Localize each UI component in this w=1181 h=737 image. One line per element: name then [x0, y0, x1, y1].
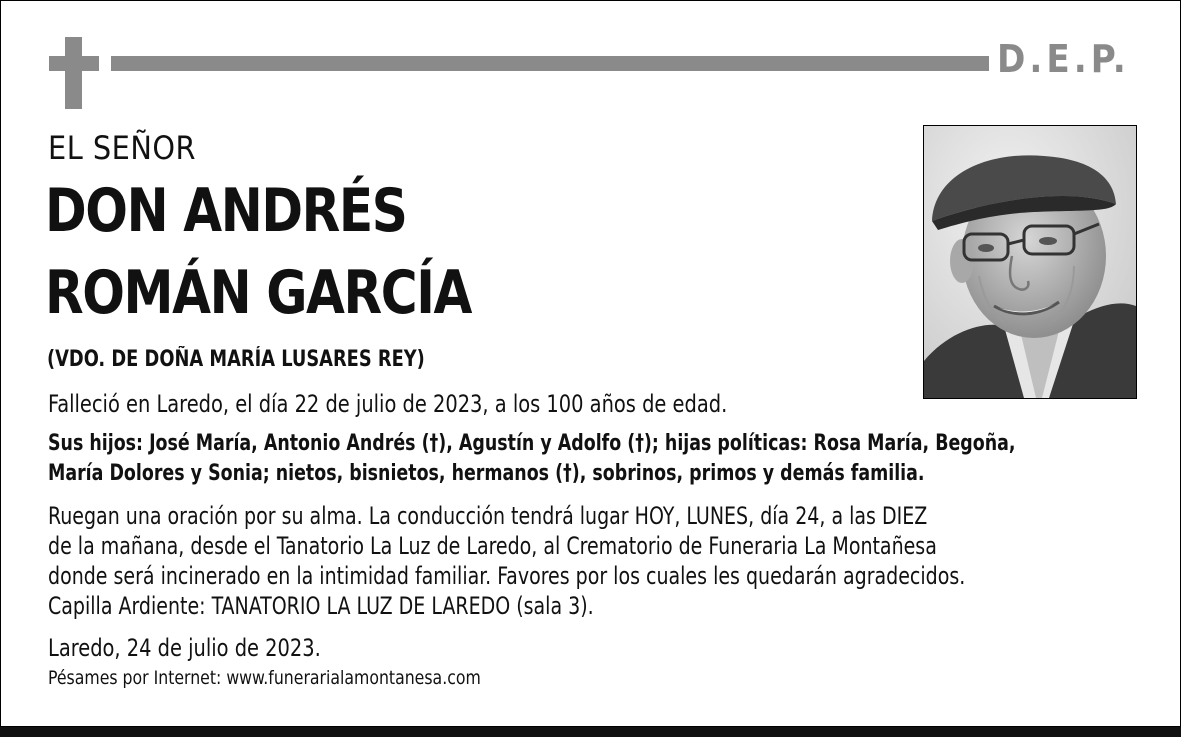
dep-label: D.E.P. — [997, 37, 1130, 81]
family-line: María Dolores y Sonia; nietos, bisnietos, hermanos (†), sobrinos, primos y demás familia. — [48, 461, 925, 486]
service-line: donde será incinerado en la intimidad familiar. Favores por los cuales les quedarán agradecidos. — [48, 562, 966, 590]
death-statement: Falleció en Laredo, el día 22 de julio de 2023, a los 100 años de edad. — [48, 390, 728, 418]
service-line: Capilla Ardiente: TANATORIO LA LUZ DE LAREDO (sala 3). — [48, 592, 594, 620]
service-details — [48, 501, 1130, 621]
header-rule — [111, 56, 989, 71]
family-line: Sus hijos: José María, Antonio Andrés (†), Agustín y Adolfo (†); hijas políticas: Rosa María, Begoña, — [48, 431, 1016, 456]
widower-of: (VDO. DE DOÑA MARÍA LUSARES REY) — [47, 347, 425, 372]
family-list — [48, 429, 1130, 489]
deceased-name-line2: ROMÁN GARCÍA — [45, 258, 471, 328]
service-line: Ruegan una oración por su alma. La conducción tendrá lugar HOY, LUNES, día 24, a las DIEZ — [48, 502, 928, 530]
portrait-photo — [923, 125, 1137, 399]
bottom-border — [0, 727, 1181, 737]
condolences-link: Pésames por Internet: www.funerarialamontanesa.com — [48, 667, 481, 689]
cross-icon — [65, 37, 82, 109]
cross-icon-crossbar — [49, 56, 99, 71]
honorific: EL SEÑOR — [48, 129, 197, 167]
deceased-name-line1: DON ANDRÉS — [45, 176, 407, 246]
place-date: Laredo, 24 de julio de 2023. — [48, 634, 321, 662]
service-line: de la mañana, desde el Tanatorio La Luz de Laredo, al Crematorio de Funeraria La Montañesa — [48, 532, 937, 560]
